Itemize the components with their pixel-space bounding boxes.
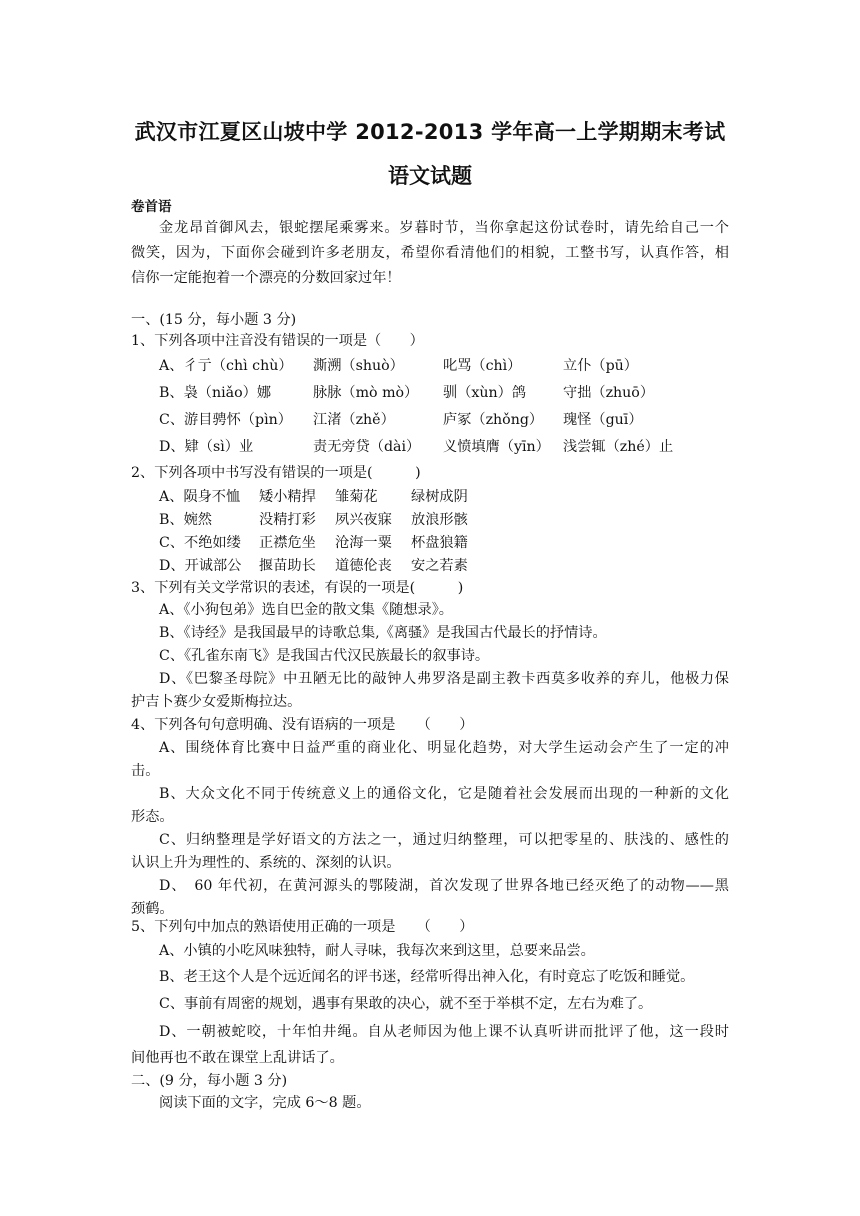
option-cell: 庐冢（zhǒng）: [443, 412, 544, 428]
option-cell: C、游目骋怀（pìn）: [159, 412, 292, 428]
option-cell: A、彳亍（chì chù）: [159, 358, 293, 374]
question-stem: 1、下列各项中注音没有错误的一项是（ ）: [131, 333, 424, 349]
section-intro: 阅读下面的文字，完成 6～8 题。: [159, 1095, 371, 1111]
option-line: C、《孔雀东南飞》是我国古代汉民族最长的叙事诗。: [159, 648, 490, 664]
option-line: A、围绕体育比赛中日益严重的商业化、明显化趋势，对大学生运动会产生了一定的冲: [159, 740, 729, 756]
option-line: 护吉卜赛少女爱斯梅拉达。: [131, 694, 302, 710]
option-cell: B、婉然: [159, 512, 212, 528]
option-line: A、《小狗包弟》选自巴金的散文集《随想录》。: [159, 602, 453, 618]
option-cell: 杯盘狼籍: [411, 535, 468, 551]
exam-title: 武汉市江夏区山坡中学 2012-2013 学年高一上学期期末考试: [134, 120, 726, 144]
option-line: C、归纳整理是学好语文的方法之一，通过归纳整理，可以把零星的、肤浅的、感性的: [159, 832, 729, 848]
option-line: C、事前有周密的规划，遇事有果敢的决心，就不至于举棋不定，左右为难了。: [159, 996, 653, 1012]
option-cell: 脉脉（mò mò）: [313, 385, 419, 401]
option-cell: A、陨身不恤: [159, 489, 241, 505]
option-line: D、《巴黎圣母院》中丑陋无比的敲钟人弗罗洛是副主教卡西莫多收养的弃儿，他极力保: [159, 671, 729, 687]
option-cell: 立仆（pū）: [563, 358, 638, 374]
question-stem: 4、下列各句句意明确、没有语病的一项是 （ ）: [131, 717, 474, 733]
exam-subtitle: 语文试题: [388, 164, 472, 188]
option-cell: 道德伦丧: [335, 558, 392, 574]
option-cell: D、肄（sì）业: [159, 439, 254, 455]
option-line: A、小镇的小吃风味独特，耐人寻味，我每次来到这里，总要来品尝。: [159, 943, 595, 959]
option-line: 形态。: [131, 809, 174, 825]
option-cell: 沧海一粟: [335, 535, 392, 551]
option-cell: 驯（xùn）鸽: [443, 385, 527, 401]
option-cell: 浅尝辄（zhé）止: [563, 439, 674, 455]
option-cell: 江渚（zhě）: [313, 412, 395, 428]
option-line: B、《诗经》是我国最早的诗歌总集,《离骚》是我国古代最长的抒情诗。: [159, 625, 607, 641]
option-cell: 守拙（zhuō）: [563, 385, 655, 401]
preface-line: 微笑，因为，下面你会碰到许多老朋友，希望你看清他们的相貌，工整书写，认真作答，相: [131, 245, 729, 261]
option-cell: 夙兴夜寐: [335, 512, 392, 528]
option-cell: 责无旁贷（dài）: [313, 439, 421, 455]
option-cell: 义愤填膺（yīn）: [443, 439, 550, 455]
option-line: B、大众文化不同于传统意义上的通俗文化，它是随着社会发展而出现的一种新的文化: [159, 786, 729, 802]
preface-line: 金龙昂首御风去，银蛇摆尾乘雾来。岁暮时节，当你拿起这份试卷时，请先给自己一个: [159, 220, 729, 236]
option-line: B、老王这个人是个远近闻名的评书迷，经常听得出神入化，有时竟忘了吃饭和睡觉。: [159, 969, 695, 985]
question-stem: 3、下列有关文学常识的表述，有误的一项是( ): [131, 580, 464, 596]
option-cell: D、开诚部公: [159, 558, 242, 574]
option-line: 颈鹤。: [131, 901, 174, 917]
option-cell: B、袅（niǎo）娜: [159, 385, 272, 401]
option-cell: 安之若素: [411, 558, 468, 574]
section-header: 二、(9 分，每小题 3 分): [131, 1073, 288, 1089]
option-cell: 揠苗助长: [259, 558, 316, 574]
option-cell: 放浪形骸: [411, 512, 468, 528]
question-stem: 2、下列各项中书写没有错误的一项是( ): [131, 465, 421, 481]
option-line: 认识上升为理性的、系统的、深刻的认识。: [131, 855, 401, 871]
option-line: 击。: [131, 763, 160, 779]
option-cell: 雏菊花: [335, 489, 378, 505]
option-line: D、 60 年代初，在黄河源头的鄂陵湖，首次发现了世界各地已经灭绝了的动物——黑: [159, 878, 729, 894]
option-cell: 瑰怪（guī）: [563, 412, 643, 428]
option-cell: 没精打彩: [259, 512, 316, 528]
preface-heading: 卷首语: [131, 199, 172, 215]
option-cell: 叱骂（chì）: [443, 358, 522, 374]
option-cell: 澌溯（shuò）: [313, 358, 404, 374]
option-cell: 正襟危坐: [259, 535, 316, 551]
section-header: 一、(15 分，每小题 3 分): [131, 312, 297, 328]
option-cell: 绿树成阴: [411, 489, 468, 505]
preface-line: 信你一定能抱着一个漂亮的分数回家过年！: [131, 270, 401, 286]
option-cell: C、不绝如缕: [159, 535, 241, 551]
option-cell: 矮小精捍: [259, 489, 316, 505]
option-line: D、一朝被蛇咬，十年怕井绳。自从老师因为他上课不认真听讲而批评了他，这一段时: [159, 1024, 729, 1040]
option-line: 间他再也不敢在课堂上乱讲话了。: [131, 1050, 344, 1066]
question-stem: 5、下列句中加点的熟语使用正确的一项是 （ ）: [131, 919, 474, 935]
